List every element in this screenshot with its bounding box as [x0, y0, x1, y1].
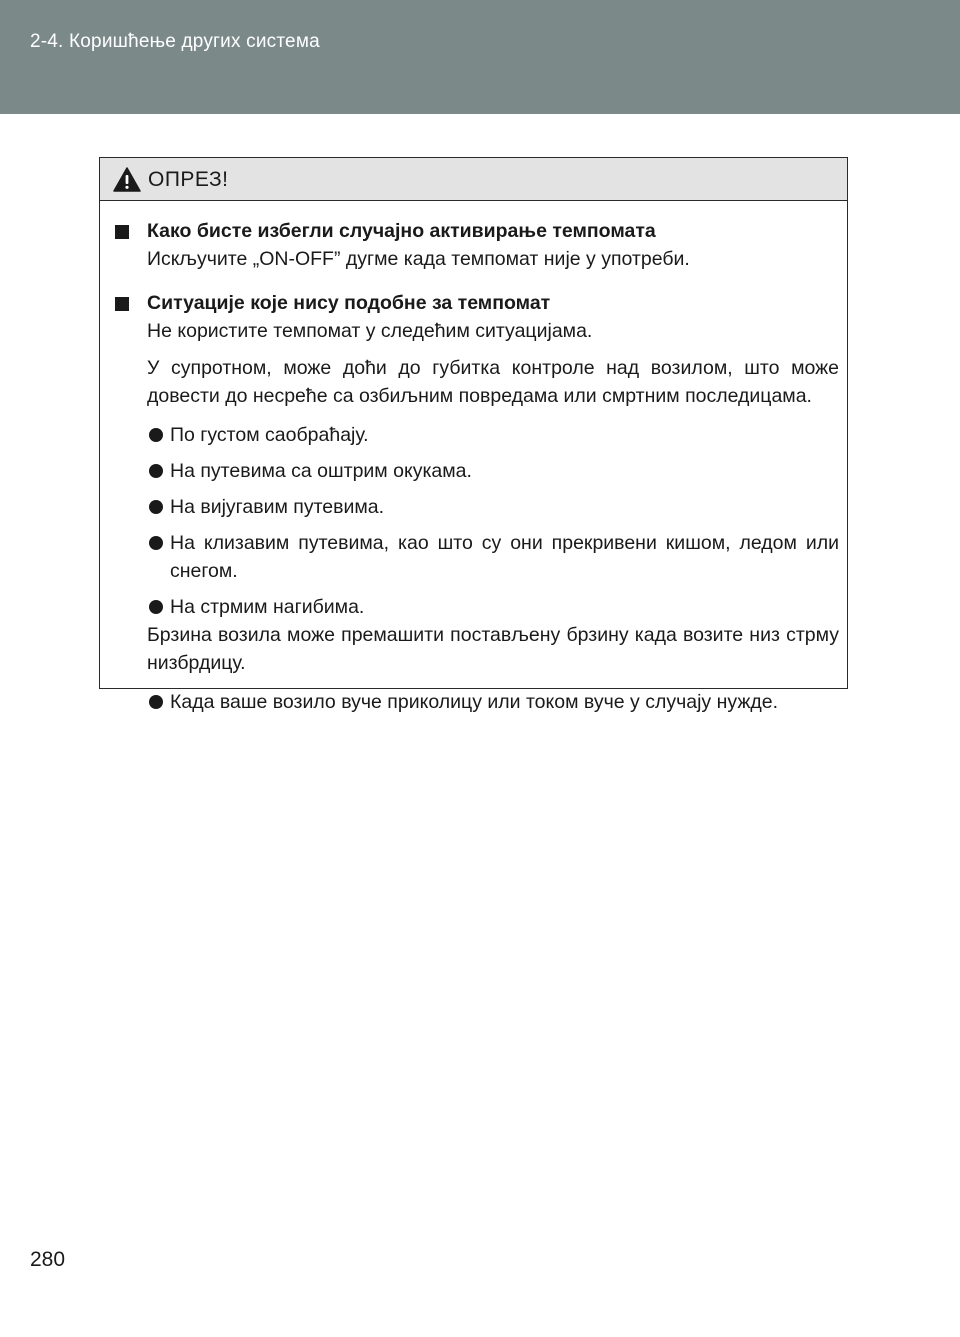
list-item-text: Када ваше возило вуче приколицу или током вуче у случају нужде. — [170, 691, 779, 713]
list-item-text: На стрмим нагибима. — [170, 596, 365, 618]
round-bullet-icon — [149, 536, 163, 550]
list-item — [115, 493, 839, 521]
round-bullet-icon — [149, 464, 163, 478]
round-bullet-icon — [149, 695, 163, 709]
list-item — [115, 457, 839, 485]
warning-triangle-icon — [113, 167, 141, 192]
caution-box — [99, 157, 848, 713]
square-bullet-icon — [115, 225, 129, 239]
list-item-text: На путевима са оштрим окукама. — [170, 460, 472, 482]
section-text: Не користите темпомат у следећим ситуацијама. — [147, 320, 593, 342]
section-heading: Како бисте избегли случајно активирање темпомата — [147, 220, 656, 242]
slope-note: Брзина возила може премашити постављену брзину када возите низ стрму низбрдицу. — [147, 624, 839, 674]
list-item — [115, 421, 839, 449]
page-number: 280 — [30, 1248, 66, 1271]
list-item — [115, 688, 839, 716]
list-item-text: По густом саобраћају. — [170, 424, 369, 446]
warning-text: У супротном, може доћи до губитка контроле над возилом, што може довести до несреће са озбиљним повредама или смртним последицама. — [147, 357, 839, 407]
section-text: Искључите „ON-OFF” дугме када темпомат није у употреби. — [147, 248, 690, 270]
list-item — [115, 529, 839, 585]
section-title: 2-4. Коришћење других система — [30, 31, 320, 52]
list-item-text: На вијугавим путевима. — [170, 496, 385, 518]
header-band — [0, 0, 960, 114]
caution-header — [100, 158, 847, 201]
square-bullet-icon — [115, 297, 129, 311]
caution-section-unsuitable-situations — [115, 289, 839, 716]
list-item — [115, 593, 839, 621]
round-bullet-icon — [149, 500, 163, 514]
round-bullet-icon — [149, 428, 163, 442]
section-heading: Ситуације које нису подобне за темпомат — [147, 292, 551, 314]
caution-title: ОПРЕЗ! — [148, 168, 229, 191]
caution-section-accidental-activation — [115, 217, 839, 273]
list-item-text: На клизавим путевима, као што су они прекривени кишом, ледом или снегом. — [170, 532, 839, 582]
round-bullet-icon — [149, 600, 163, 614]
caution-body — [100, 217, 847, 716]
